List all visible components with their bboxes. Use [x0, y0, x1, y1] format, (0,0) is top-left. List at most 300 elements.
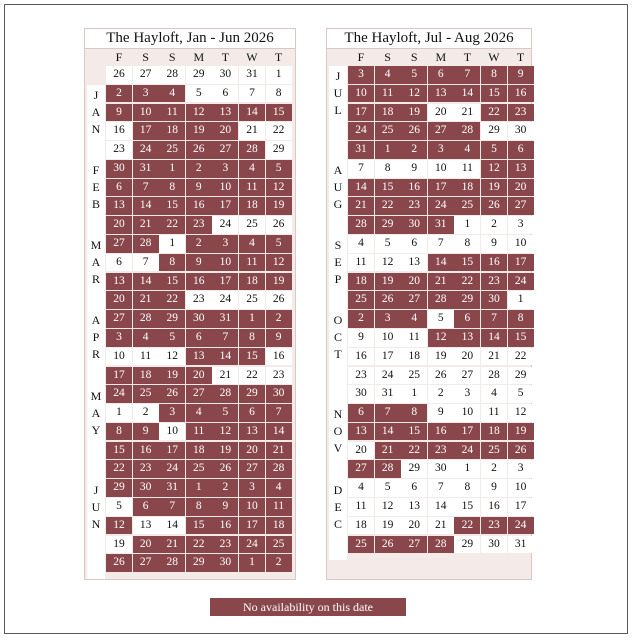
date-cell-unavailable[interactable]: 14	[239, 104, 265, 122]
date-cell-unavailable[interactable]: 19	[508, 423, 534, 441]
date-cell-unavailable[interactable]: 27	[428, 122, 454, 140]
date-cell-unavailable[interactable]: 14	[133, 197, 159, 215]
date-cell-unavailable[interactable]: 26	[106, 554, 132, 572]
date-cell-unavailable[interactable]: 28	[454, 122, 480, 140]
date-cell-unavailable[interactable]: 10	[348, 85, 374, 103]
date-cell-unavailable[interactable]: 7	[454, 66, 480, 84]
date-cell-available[interactable]: 12	[375, 254, 401, 272]
date-cell-available[interactable]: 12	[508, 404, 534, 422]
date-cell-unavailable[interactable]: 15	[239, 348, 265, 366]
date-cell-unavailable[interactable]: 28	[375, 460, 401, 478]
date-cell-unavailable[interactable]: 9	[186, 254, 212, 272]
date-cell-unavailable[interactable]: 18	[481, 423, 507, 441]
date-cell-unavailable[interactable]: 16	[508, 85, 534, 103]
date-cell-unavailable[interactable]: 28	[133, 235, 159, 253]
date-cell-unavailable[interactable]: 29	[186, 554, 212, 572]
date-cell-available[interactable]: 10	[375, 329, 401, 347]
date-cell-available[interactable]: 10	[454, 404, 480, 422]
date-cell-unavailable[interactable]: 6	[239, 404, 265, 422]
date-cell-unavailable[interactable]: 19	[212, 442, 238, 460]
date-cell-unavailable[interactable]: 5	[481, 141, 507, 159]
date-cell-unavailable[interactable]: 5	[212, 404, 238, 422]
date-cell-unavailable[interactable]: 1	[159, 160, 185, 178]
date-cell-unavailable[interactable]: 26	[212, 460, 238, 478]
date-cell-unavailable[interactable]: 22	[401, 442, 427, 460]
date-cell-unavailable[interactable]: 19	[266, 273, 292, 291]
date-cell-available[interactable]: 3	[454, 385, 480, 403]
date-cell-unavailable[interactable]: 14	[133, 273, 159, 291]
date-cell-available[interactable]: 26	[428, 367, 454, 385]
date-cell-unavailable[interactable]: 15	[266, 104, 292, 122]
date-cell-unavailable[interactable]: 17	[106, 367, 132, 385]
date-cell-unavailable[interactable]: 17	[133, 122, 159, 140]
date-cell-unavailable[interactable]: 13	[348, 423, 374, 441]
date-cell-unavailable[interactable]: 17	[348, 104, 374, 122]
date-cell-available[interactable]: 12	[375, 498, 401, 516]
date-cell-unavailable[interactable]: 30	[212, 554, 238, 572]
date-cell-available[interactable]: 8	[454, 479, 480, 497]
date-cell-available[interactable]: 19	[375, 517, 401, 535]
date-cell-unavailable[interactable]: 2	[266, 554, 292, 572]
date-cell-available[interactable]: 29	[508, 367, 534, 385]
date-cell-available[interactable]: 18	[401, 348, 427, 366]
date-cell-available[interactable]: 6	[212, 85, 238, 103]
date-cell-unavailable[interactable]: 7	[481, 310, 507, 328]
date-cell-unavailable[interactable]: 22	[106, 460, 132, 478]
date-cell-available[interactable]: 16	[266, 348, 292, 366]
date-cell-unavailable[interactable]: 9	[186, 179, 212, 197]
date-cell-unavailable[interactable]: 19	[481, 179, 507, 197]
date-cell-available[interactable]: 2	[481, 216, 507, 234]
date-cell-available[interactable]: 30	[481, 536, 507, 554]
date-cell-unavailable[interactable]: 1	[186, 479, 212, 497]
date-cell-available[interactable]: 7	[348, 160, 374, 178]
date-cell-unavailable[interactable]: 10	[133, 104, 159, 122]
date-cell-unavailable[interactable]: 11	[186, 423, 212, 441]
date-cell-available[interactable]: 6	[106, 254, 132, 272]
date-cell-unavailable[interactable]: 13	[186, 348, 212, 366]
date-cell-unavailable[interactable]: 28	[348, 216, 374, 234]
date-cell-available[interactable]: 29	[454, 536, 480, 554]
date-cell-unavailable[interactable]: 14	[428, 254, 454, 272]
date-cell-unavailable[interactable]: 5	[401, 66, 427, 84]
date-cell-unavailable[interactable]: 25	[375, 122, 401, 140]
date-cell-available[interactable]: 20	[454, 348, 480, 366]
date-cell-available[interactable]: 1	[508, 291, 534, 309]
date-cell-available[interactable]: 23	[348, 367, 374, 385]
date-cell-unavailable[interactable]: 25	[348, 536, 374, 554]
date-cell-unavailable[interactable]: 25	[348, 291, 374, 309]
date-cell-unavailable[interactable]: 28	[133, 310, 159, 328]
date-cell-available[interactable]: 23	[106, 141, 132, 159]
date-cell-available[interactable]: 11	[133, 348, 159, 366]
date-cell-unavailable[interactable]: 8	[159, 179, 185, 197]
date-cell-unavailable[interactable]: 13	[106, 197, 132, 215]
date-cell-unavailable[interactable]: 31	[133, 160, 159, 178]
date-cell-unavailable[interactable]: 31	[159, 479, 185, 497]
date-cell-unavailable[interactable]: 12	[212, 423, 238, 441]
date-cell-unavailable[interactable]: 20	[212, 122, 238, 140]
date-cell-unavailable[interactable]: 18	[348, 273, 374, 291]
date-cell-unavailable[interactable]: 12	[428, 329, 454, 347]
date-cell-unavailable[interactable]: 15	[481, 85, 507, 103]
date-cell-unavailable[interactable]: 19	[266, 197, 292, 215]
date-cell-available[interactable]: 13	[401, 254, 427, 272]
date-cell-available[interactable]: 26	[106, 66, 132, 84]
date-cell-unavailable[interactable]: 29	[454, 291, 480, 309]
date-cell-unavailable[interactable]: 16	[212, 517, 238, 535]
date-cell-available[interactable]: 30	[212, 66, 238, 84]
date-cell-unavailable[interactable]: 11	[239, 179, 265, 197]
date-cell-available[interactable]: 27	[454, 367, 480, 385]
date-cell-unavailable[interactable]: 27	[348, 460, 374, 478]
date-cell-available[interactable]: 9	[428, 404, 454, 422]
date-cell-unavailable[interactable]: 18	[159, 122, 185, 140]
date-cell-unavailable[interactable]: 13	[428, 85, 454, 103]
date-cell-unavailable[interactable]: 22	[159, 216, 185, 234]
date-cell-unavailable[interactable]: 14	[212, 348, 238, 366]
date-cell-unavailable[interactable]: 16	[481, 254, 507, 272]
date-cell-available[interactable]: 28	[159, 66, 185, 84]
date-cell-unavailable[interactable]: 22	[186, 536, 212, 554]
date-cell-available[interactable]: 31	[508, 536, 534, 554]
date-cell-unavailable[interactable]: 13	[508, 160, 534, 178]
date-cell-available[interactable]: 1	[106, 404, 132, 422]
date-cell-unavailable[interactable]: 9	[133, 423, 159, 441]
date-cell-unavailable[interactable]: 16	[428, 423, 454, 441]
date-cell-unavailable[interactable]: 26	[159, 385, 185, 403]
date-cell-unavailable[interactable]: 17	[428, 179, 454, 197]
date-cell-unavailable[interactable]: 18	[133, 367, 159, 385]
date-cell-unavailable[interactable]: 2	[186, 160, 212, 178]
date-cell-available[interactable]: 19	[428, 348, 454, 366]
date-cell-unavailable[interactable]: 3	[212, 160, 238, 178]
date-cell-available[interactable]: 1	[266, 66, 292, 84]
date-cell-unavailable[interactable]: 25	[159, 141, 185, 159]
date-cell-available[interactable]: 11	[348, 498, 374, 516]
date-cell-unavailable[interactable]: 4	[454, 141, 480, 159]
date-cell-unavailable[interactable]: 31	[212, 310, 238, 328]
date-cell-unavailable[interactable]: 22	[481, 104, 507, 122]
date-cell-unavailable[interactable]: 24	[454, 442, 480, 460]
date-cell-available[interactable]: 17	[508, 498, 534, 516]
date-cell-available[interactable]: 21	[239, 122, 265, 140]
date-cell-unavailable[interactable]: 30	[106, 160, 132, 178]
date-cell-unavailable[interactable]: 20	[239, 442, 265, 460]
date-cell-unavailable[interactable]: 2	[348, 310, 374, 328]
date-cell-unavailable[interactable]: 3	[375, 310, 401, 328]
date-cell-unavailable[interactable]: 10	[212, 179, 238, 197]
date-cell-available[interactable]: 28	[481, 367, 507, 385]
date-cell-available[interactable]: 29	[401, 460, 427, 478]
date-cell-unavailable[interactable]: 11	[375, 85, 401, 103]
date-cell-available[interactable]: 30	[348, 385, 374, 403]
date-cell-unavailable[interactable]: 22	[454, 273, 480, 291]
date-cell-available[interactable]: 22	[508, 348, 534, 366]
date-cell-available[interactable]: 19	[106, 536, 132, 554]
date-cell-available[interactable]: 8	[454, 235, 480, 253]
date-cell-unavailable[interactable]: 24	[348, 122, 374, 140]
date-cell-unavailable[interactable]: 29	[106, 479, 132, 497]
date-cell-available[interactable]: 21	[428, 517, 454, 535]
date-cell-unavailable[interactable]: 18	[266, 517, 292, 535]
date-cell-unavailable[interactable]: 4	[239, 235, 265, 253]
date-cell-unavailable[interactable]: 18	[454, 179, 480, 197]
date-cell-unavailable[interactable]: 5	[159, 329, 185, 347]
date-cell-unavailable[interactable]: 25	[133, 385, 159, 403]
date-cell-available[interactable]: 21	[481, 348, 507, 366]
date-cell-unavailable[interactable]: 20	[401, 273, 427, 291]
date-cell-unavailable[interactable]: 27	[133, 554, 159, 572]
date-cell-unavailable[interactable]: 20	[133, 536, 159, 554]
date-cell-unavailable[interactable]: 14	[266, 423, 292, 441]
date-cell-available[interactable]: 4	[348, 235, 374, 253]
date-cell-available[interactable]: 29	[481, 122, 507, 140]
date-cell-unavailable[interactable]: 17	[159, 442, 185, 460]
date-cell-unavailable[interactable]: 21	[348, 197, 374, 215]
date-cell-unavailable[interactable]: 28	[212, 385, 238, 403]
date-cell-available[interactable]: 21	[454, 104, 480, 122]
date-cell-available[interactable]: 22	[239, 367, 265, 385]
date-cell-unavailable[interactable]: 31	[348, 141, 374, 159]
date-cell-unavailable[interactable]: 12	[266, 179, 292, 197]
date-cell-unavailable[interactable]: 27	[106, 235, 132, 253]
date-cell-available[interactable]: 5	[106, 498, 132, 516]
date-cell-unavailable[interactable]: 6	[454, 310, 480, 328]
date-cell-unavailable[interactable]: 24	[239, 536, 265, 554]
date-cell-available[interactable]: 11	[348, 254, 374, 272]
date-cell-unavailable[interactable]: 11	[159, 104, 185, 122]
date-cell-available[interactable]: 26	[266, 216, 292, 234]
date-cell-unavailable[interactable]: 18	[239, 273, 265, 291]
date-cell-available[interactable]: 9	[401, 160, 427, 178]
date-cell-unavailable[interactable]: 1	[239, 310, 265, 328]
date-cell-unavailable[interactable]: 13	[212, 104, 238, 122]
date-cell-unavailable[interactable]: 3	[133, 85, 159, 103]
date-cell-unavailable[interactable]: 21	[159, 536, 185, 554]
date-cell-available[interactable]: 5	[375, 235, 401, 253]
date-cell-available[interactable]: 16	[348, 348, 374, 366]
date-cell-available[interactable]: 23	[186, 291, 212, 309]
date-cell-unavailable[interactable]: 12	[186, 104, 212, 122]
date-cell-available[interactable]: 5	[375, 479, 401, 497]
date-cell-unavailable[interactable]: 21	[266, 442, 292, 460]
date-cell-unavailable[interactable]: 27	[239, 460, 265, 478]
date-cell-available[interactable]: 6	[401, 479, 427, 497]
date-cell-unavailable[interactable]: 1	[375, 141, 401, 159]
date-cell-unavailable[interactable]: 27	[401, 536, 427, 554]
date-cell-available[interactable]: 1	[159, 235, 185, 253]
date-cell-available[interactable]: 13	[133, 517, 159, 535]
date-cell-unavailable[interactable]: 30	[481, 291, 507, 309]
date-cell-available[interactable]: 16	[106, 122, 132, 140]
date-cell-unavailable[interactable]: 12	[266, 254, 292, 272]
date-cell-unavailable[interactable]: 29	[375, 216, 401, 234]
date-cell-available[interactable]: 3	[508, 460, 534, 478]
date-cell-available[interactable]: 20	[348, 442, 374, 460]
date-cell-available[interactable]: 4	[348, 479, 374, 497]
date-cell-unavailable[interactable]: 9	[106, 104, 132, 122]
date-cell-unavailable[interactable]: 21	[133, 291, 159, 309]
date-cell-available[interactable]: 6	[401, 235, 427, 253]
date-cell-unavailable[interactable]: 26	[375, 536, 401, 554]
date-cell-unavailable[interactable]: 7	[133, 179, 159, 197]
date-cell-unavailable[interactable]: 17	[212, 197, 238, 215]
date-cell-available[interactable]: 5	[186, 85, 212, 103]
date-cell-unavailable[interactable]: 27	[106, 310, 132, 328]
date-cell-unavailable[interactable]: 15	[159, 197, 185, 215]
date-cell-unavailable[interactable]: 26	[481, 197, 507, 215]
date-cell-unavailable[interactable]: 4	[266, 479, 292, 497]
date-cell-unavailable[interactable]: 8	[159, 254, 185, 272]
date-cell-unavailable[interactable]: 3	[348, 66, 374, 84]
date-cell-unavailable[interactable]: 8	[106, 423, 132, 441]
date-cell-unavailable[interactable]: 23	[481, 273, 507, 291]
date-cell-unavailable[interactable]: 7	[266, 404, 292, 422]
date-cell-available[interactable]: 9	[348, 329, 374, 347]
date-cell-unavailable[interactable]: 28	[159, 554, 185, 572]
date-cell-available[interactable]: 13	[401, 498, 427, 516]
date-cell-available[interactable]: 9	[481, 235, 507, 253]
date-cell-available[interactable]: 11	[454, 160, 480, 178]
date-cell-unavailable[interactable]: 5	[266, 160, 292, 178]
date-cell-available[interactable]: 14	[428, 498, 454, 516]
date-cell-unavailable[interactable]: 14	[375, 423, 401, 441]
date-cell-available[interactable]: 16	[481, 498, 507, 516]
date-cell-available[interactable]: 4	[481, 385, 507, 403]
date-cell-unavailable[interactable]: 15	[375, 179, 401, 197]
date-cell-available[interactable]: 7	[239, 85, 265, 103]
date-cell-unavailable[interactable]: 8	[239, 329, 265, 347]
date-cell-available[interactable]: 7	[428, 479, 454, 497]
date-cell-unavailable[interactable]: 3	[212, 235, 238, 253]
date-cell-unavailable[interactable]: 3	[159, 404, 185, 422]
date-cell-available[interactable]: 14	[159, 517, 185, 535]
date-cell-unavailable[interactable]: 6	[106, 179, 132, 197]
date-cell-unavailable[interactable]: 5	[266, 235, 292, 253]
date-cell-unavailable[interactable]: 12	[481, 160, 507, 178]
date-cell-unavailable[interactable]: 14	[481, 329, 507, 347]
date-cell-unavailable[interactable]: 6	[348, 404, 374, 422]
date-cell-available[interactable]: 18	[348, 517, 374, 535]
date-cell-available[interactable]: 5	[428, 310, 454, 328]
date-cell-unavailable[interactable]: 9	[266, 329, 292, 347]
date-cell-unavailable[interactable]: 29	[159, 310, 185, 328]
date-cell-available[interactable]: 29	[186, 66, 212, 84]
date-cell-unavailable[interactable]: 15	[454, 254, 480, 272]
date-cell-unavailable[interactable]: 21	[133, 216, 159, 234]
date-cell-unavailable[interactable]: 25	[454, 197, 480, 215]
date-cell-unavailable[interactable]: 1	[239, 554, 265, 572]
date-cell-unavailable[interactable]: 12	[106, 517, 132, 535]
date-cell-unavailable[interactable]: 27	[508, 197, 534, 215]
date-cell-unavailable[interactable]: 4	[239, 160, 265, 178]
date-cell-unavailable[interactable]: 11	[239, 254, 265, 272]
date-cell-unavailable[interactable]: 27	[401, 291, 427, 309]
date-cell-unavailable[interactable]: 9	[212, 498, 238, 516]
date-cell-unavailable[interactable]: 15	[186, 517, 212, 535]
date-cell-unavailable[interactable]: 17	[212, 273, 238, 291]
date-cell-unavailable[interactable]: 3	[239, 479, 265, 497]
date-cell-available[interactable]: 22	[266, 122, 292, 140]
date-cell-unavailable[interactable]: 19	[159, 367, 185, 385]
date-cell-available[interactable]: 10	[106, 348, 132, 366]
date-cell-available[interactable]: 8	[375, 160, 401, 178]
date-cell-unavailable[interactable]: 20	[106, 291, 132, 309]
date-cell-unavailable[interactable]: 30	[401, 216, 427, 234]
date-cell-unavailable[interactable]: 4	[401, 310, 427, 328]
date-cell-unavailable[interactable]: 7	[212, 329, 238, 347]
date-cell-available[interactable]: 31	[375, 385, 401, 403]
date-cell-unavailable[interactable]: 8	[401, 404, 427, 422]
date-cell-unavailable[interactable]: 2	[212, 479, 238, 497]
date-cell-unavailable[interactable]: 23	[212, 536, 238, 554]
date-cell-unavailable[interactable]: 17	[239, 517, 265, 535]
date-cell-unavailable[interactable]: 20	[106, 216, 132, 234]
date-cell-unavailable[interactable]: 27	[212, 141, 238, 159]
date-cell-unavailable[interactable]: 28	[428, 536, 454, 554]
date-cell-available[interactable]: 30	[508, 122, 534, 140]
date-cell-unavailable[interactable]: 22	[454, 517, 480, 535]
date-cell-unavailable[interactable]: 23	[481, 517, 507, 535]
date-cell-unavailable[interactable]: 28	[239, 141, 265, 159]
date-cell-unavailable[interactable]: 14	[454, 85, 480, 103]
date-cell-unavailable[interactable]: 16	[133, 442, 159, 460]
date-cell-unavailable[interactable]: 27	[186, 385, 212, 403]
date-cell-available[interactable]: 11	[401, 329, 427, 347]
date-cell-unavailable[interactable]: 4	[375, 66, 401, 84]
date-cell-available[interactable]: 26	[266, 291, 292, 309]
date-cell-available[interactable]: 20	[401, 517, 427, 535]
date-cell-unavailable[interactable]: 13	[106, 273, 132, 291]
date-cell-unavailable[interactable]: 23	[508, 104, 534, 122]
date-cell-unavailable[interactable]: 4	[159, 85, 185, 103]
date-cell-unavailable[interactable]: 24	[106, 385, 132, 403]
date-cell-unavailable[interactable]: 4	[186, 404, 212, 422]
date-cell-unavailable[interactable]: 4	[133, 329, 159, 347]
date-cell-unavailable[interactable]: 16	[401, 179, 427, 197]
date-cell-unavailable[interactable]: 23	[186, 216, 212, 234]
date-cell-unavailable[interactable]: 15	[106, 442, 132, 460]
date-cell-available[interactable]: 3	[508, 216, 534, 234]
date-cell-unavailable[interactable]: 30	[133, 479, 159, 497]
date-cell-available[interactable]: 2	[428, 385, 454, 403]
date-cell-available[interactable]: 2	[481, 460, 507, 478]
date-cell-unavailable[interactable]: 21	[428, 273, 454, 291]
date-cell-unavailable[interactable]: 31	[428, 216, 454, 234]
date-cell-unavailable[interactable]: 11	[266, 498, 292, 516]
date-cell-unavailable[interactable]: 28	[428, 291, 454, 309]
date-cell-unavailable[interactable]: 9	[508, 66, 534, 84]
date-cell-available[interactable]: 17	[375, 348, 401, 366]
date-cell-available[interactable]: 24	[212, 291, 238, 309]
date-cell-unavailable[interactable]: 6	[133, 498, 159, 516]
date-cell-unavailable[interactable]: 2	[106, 85, 132, 103]
date-cell-available[interactable]: 5	[508, 385, 534, 403]
date-cell-unavailable[interactable]: 24	[159, 460, 185, 478]
date-cell-unavailable[interactable]: 19	[375, 273, 401, 291]
date-cell-available[interactable]: 1	[401, 385, 427, 403]
date-cell-unavailable[interactable]: 25	[266, 536, 292, 554]
date-cell-unavailable[interactable]: 13	[239, 423, 265, 441]
date-cell-available[interactable]: 25	[239, 216, 265, 234]
date-cell-unavailable[interactable]: 10	[239, 498, 265, 516]
date-cell-unavailable[interactable]: 28	[266, 460, 292, 478]
date-cell-unavailable[interactable]: 26	[375, 291, 401, 309]
date-cell-available[interactable]: 15	[454, 498, 480, 516]
date-cell-available[interactable]: 31	[239, 66, 265, 84]
date-cell-unavailable[interactable]: 18	[375, 104, 401, 122]
